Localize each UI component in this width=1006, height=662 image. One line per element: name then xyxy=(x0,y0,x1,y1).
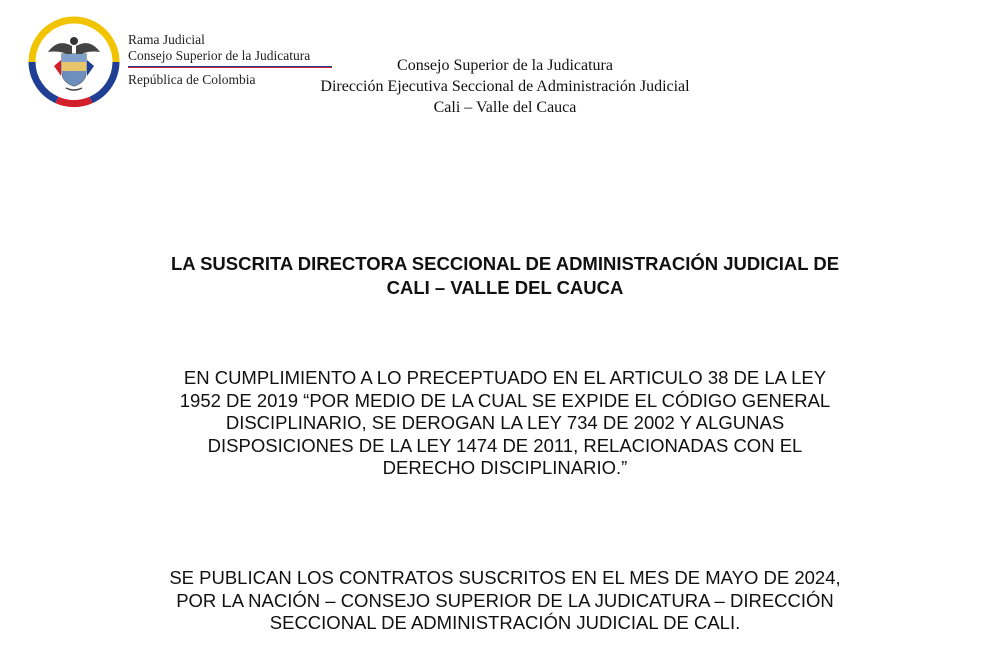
logo-line-republica: República de Colombia xyxy=(128,72,256,87)
paragraph-line: POR LA NACIÓN – CONSEJO SUPERIOR DE LA JUDICATURA – DIRECCIÓN xyxy=(176,589,834,611)
letterhead xyxy=(260,55,750,118)
letterhead-line-3: Cali – Valle del Cauca xyxy=(433,99,577,116)
paragraph-line: SE PUBLICAN LOS CONTRATOS SUSCRITOS EN EL MES DE MAYO DE 2024, xyxy=(169,567,841,588)
logo-line-rama: Rama Judicial xyxy=(128,32,205,47)
title-line-1: LA SUSCRITA DIRECTORA SECCIONAL DE ADMINISTRACIÓN JUDICIAL DE xyxy=(170,253,840,274)
letterhead-line-1: Consejo Superior de la Judicatura xyxy=(397,57,613,74)
paragraph-line: DISPOSICIONES DE LA LEY 1474 DE 2011, RELACIONADAS CON EL xyxy=(207,434,803,456)
paragraph-line: SECCIONAL DE ADMINISTRACIÓN JUDICIAL DE CALI. xyxy=(269,612,741,633)
title-line-2: CALI – VALLE DEL CAUCA xyxy=(386,277,624,298)
paragraph-line: DISCIPLINARIO, SE DEROGAN LA LEY 734 DE 2002 Y ALGUNAS xyxy=(225,412,785,433)
publication-paragraph xyxy=(110,567,900,635)
coat-of-arms-seal-icon xyxy=(28,16,120,108)
letterhead-line-2: Dirección Ejecutiva Seccional de Administración Judicial xyxy=(320,78,690,95)
logo-line-consejo: Consejo Superior de la Judicatura xyxy=(128,48,311,63)
paragraph-line: EN CUMPLIMIENTO A LO PRECEPTUADO EN EL ARTICULO 38 DE LA LEY xyxy=(183,367,827,388)
legal-basis-paragraph xyxy=(110,367,900,480)
document-title xyxy=(110,252,900,300)
paragraph-line: DERECHO DISCIPLINARIO.” xyxy=(382,457,628,478)
paragraph-line: 1952 DE 2019 “POR MEDIO DE LA CUAL SE EXPIDE EL CÓDIGO GENERAL xyxy=(179,389,831,411)
